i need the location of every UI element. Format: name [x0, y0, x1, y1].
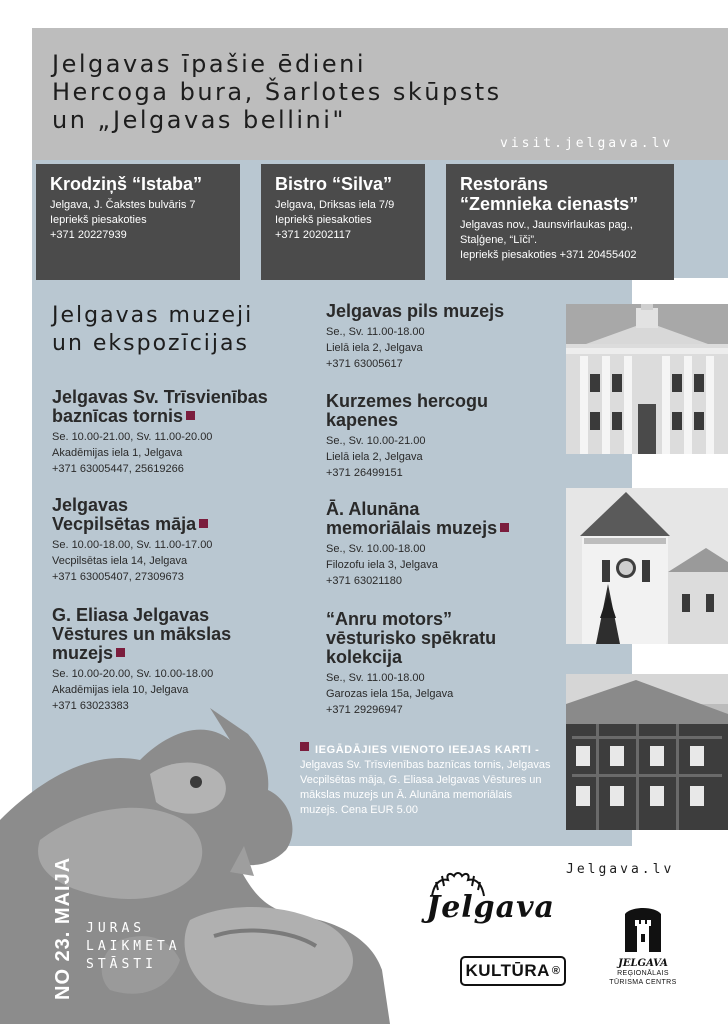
restaurant-card-istaba: [36, 164, 240, 280]
old-town-house-photo: [566, 674, 728, 830]
tourism-centre-line: REĢIONĀLAIS: [617, 970, 669, 977]
restaurant-phone: +371 20227939: [50, 229, 127, 241]
restaurant-note: Iepriekš piesakoties: [50, 214, 147, 226]
castle-tower-icon: [621, 904, 665, 956]
museum-hours: Se., Sv. 10.00-18.00: [326, 543, 426, 555]
church-tower-photo: [566, 488, 728, 644]
restaurant-note: Iepriekš piesakoties: [275, 214, 372, 226]
jelgava-logo-text: Jelgava: [426, 890, 555, 925]
museum-name: kapenes: [326, 410, 399, 430]
museum-name: memoriālais muzejs: [326, 518, 498, 538]
visit-link[interactable]: visit.jelgava.lv: [500, 136, 674, 151]
header-title-line: Hercoga bura, Šarlotes skūpsts: [52, 78, 502, 106]
square-bullet-icon: [116, 648, 125, 657]
museum-phone: +371 26499151: [326, 467, 403, 479]
tourism-centre-name: JELGAVA: [618, 958, 668, 969]
museum-name: baznīcas tornis: [52, 406, 184, 426]
museum-name: Kurzemes hercogu: [326, 391, 489, 411]
ticket-text-line: Jelgavas Sv. Trīsvienības baznīcas tornis, Jelgavas: [300, 759, 551, 771]
header-title-line: un „Jelgavas bellini": [52, 106, 346, 134]
restaurant-address: Staļģene, “Līči”.: [460, 234, 538, 246]
site-link[interactable]: Jelgava.lv: [566, 862, 675, 877]
museum-pils-muzejs: [326, 302, 596, 372]
museum-address: Akadēmijas iela 1, Jelgava: [52, 447, 183, 459]
museum-name: Jelgavas pils muzejs: [326, 301, 505, 321]
museum-name: Jelgavas Sv. Trīsvienības: [52, 387, 268, 407]
museum-name: kolekcija: [326, 647, 403, 667]
tourism-centre-line: TŪRISMA CENTRS: [609, 979, 677, 986]
museum-name: vēsturisko spēkratu: [326, 628, 497, 648]
ticket-text-line: Vecpilsētas māja, G. Eliasa Jelgavas Vēstures un: [300, 774, 542, 786]
event-title-line: LAIKMETA: [86, 939, 181, 954]
event-title: [86, 920, 181, 974]
museum-name: G. Eliasa Jelgavas: [52, 605, 210, 625]
museum-address: Garozas iela 15a, Jelgava: [326, 688, 454, 700]
museum-hours: Se. 10.00-18.00, Sv. 11.00-17.00: [52, 539, 213, 551]
museums-heading-line: un ekspozīcijas: [52, 331, 249, 356]
restaurant-phone: +371 20202117: [275, 229, 351, 241]
square-bullet-icon: [500, 523, 509, 532]
museum-address: Lielā iela 2, Jelgava: [326, 342, 423, 354]
museum-alunana-muzejs: [326, 500, 596, 589]
museum-hercogu-kapenes: [326, 392, 596, 481]
museums-heading: [52, 302, 253, 358]
restaurant-name: Krodziņš “Istaba”: [50, 174, 203, 194]
museum-name: muzejs: [52, 643, 114, 663]
restaurant-address: Jelgavas nov., Jaunsvirlaukas pag.,: [460, 219, 633, 231]
museum-trisvienibas-tornis: [52, 388, 322, 477]
museum-vecpilsetas-maja: [52, 496, 322, 585]
restaurant-name: Bistro “Silva”: [275, 174, 393, 194]
museum-address: Lielā iela 2, Jelgava: [326, 451, 423, 463]
museum-phone: +371 63005617: [326, 358, 403, 370]
square-bullet-icon: [199, 519, 208, 528]
museum-hours: Se. 10.00-20.00, Sv. 10.00-18.00: [52, 668, 214, 680]
header-title-line: Jelgavas īpašie ēdieni: [52, 50, 366, 78]
museum-name: Ā. Alunāna: [326, 499, 420, 519]
ticket-text-line: mākslas muzejs un Ā. Alunāna memoriālais: [300, 789, 513, 801]
museum-phone: +371 29296947: [326, 704, 403, 716]
event-title-line: STĀSTI: [86, 957, 157, 972]
restaurant-phone: Iepriekš piesakoties +371 20455402: [460, 249, 637, 261]
museum-hours: Se., Sv. 11.00-18.00: [326, 326, 425, 338]
registered-icon: ®: [551, 965, 561, 977]
square-bullet-icon: [186, 411, 195, 420]
kultura-logo: [460, 956, 566, 986]
ticket-text-line: muzejs. Cena EUR 5.00: [300, 804, 418, 816]
restaurant-address: Jelgava, Driksas iela 7/9: [275, 199, 395, 211]
event-title-line: JURAS: [86, 921, 146, 936]
museum-name: Jelgavas: [52, 495, 129, 515]
jelgava-logo: [418, 868, 576, 932]
museum-address: Filozofu iela 3, Jelgava: [326, 559, 438, 571]
museum-phone: +371 63005447, 25619266: [52, 463, 184, 475]
museums-heading-line: Jelgavas muzeji: [52, 303, 254, 328]
museum-address: Akadēmijas iela 10, Jelgava: [52, 684, 189, 696]
museum-address: Vecpilsētas iela 14, Jelgava: [52, 555, 188, 567]
restaurant-card-zemnieka-cienasts: [446, 164, 674, 280]
restaurant-name: “Zemnieka cienasts”: [460, 194, 639, 214]
museum-phone: +371 63021180: [326, 575, 402, 587]
tourism-centre-logo: [604, 904, 682, 996]
museum-phone: +371 63023383: [52, 700, 129, 712]
restaurant-address: Jelgava, J. Čakstes bulvāris 7: [50, 199, 196, 211]
museum-name: Vēstures un mākslas: [52, 624, 232, 644]
ticket-heading: IEGĀDĀJIES VIENOTO IEEJAS KARTI -: [315, 744, 540, 756]
restaurant-name: Restorāns: [460, 174, 549, 194]
palace-photo: [566, 304, 728, 454]
museum-phone: +371 63005407, 27309673: [52, 571, 184, 583]
kultura-logo-text: KULTŪRA: [465, 961, 550, 980]
header-title: [52, 50, 502, 134]
museum-hours: Se. 10.00-21.00, Sv. 11.00-20.00: [52, 431, 213, 443]
museum-hours: Se., Sv. 10.00-21.00: [326, 435, 426, 447]
restaurant-card-silva: [261, 164, 425, 280]
museum-hours: Se., Sv. 11.00-18.00: [326, 672, 425, 684]
museum-name: Vecpilsētas māja: [52, 514, 197, 534]
event-date: NO 23. MAIJA: [52, 856, 74, 1000]
museum-name: “Anru motors”: [326, 609, 452, 629]
